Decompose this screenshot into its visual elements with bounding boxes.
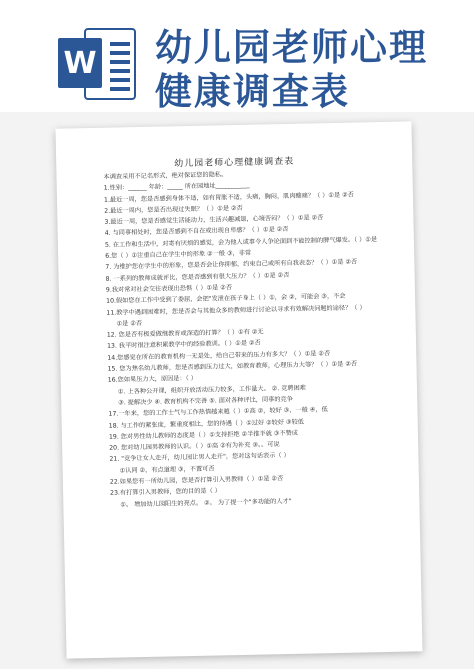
question-15: 15. 您为焦名幼儿教师，您是否感到压力过大，如教育教师，心理压力大等？（ ）①是 ②否 <box>107 360 358 373</box>
question-12: 12. 您是否有极爱做继教育或深造的打算？（ ）①有 ②无 <box>106 328 264 339</box>
profile-line: 1.性别：______ 年龄：_____ 所在园地址___________ <box>103 182 250 193</box>
question-16: 16.您如果压力大，原因是：（ ） <box>107 375 197 385</box>
question-21: 21. "竞争让女人走开，幼儿园让男人走开"，您对这句话表示（ ） <box>109 452 290 464</box>
question-21-options: ①认同 ②，有点道理 ③，不置可否 <box>119 465 215 475</box>
question-22: 22.如果您有一所幼儿园，您是否打算引入男教师（ ）①是 ②否 <box>109 475 284 486</box>
question-23: 23.有打算引入男教师，您的目的是（ ） <box>110 487 222 498</box>
question-2: 2.最近一周内，您是否出现过失眠？（ ）①是 ②否 <box>104 204 243 215</box>
question-16-options-a: ①. 上各种公开课，组织开放活动压力较多，工作量大。 ②. 竞聘困难 <box>117 384 307 396</box>
banner-title: 幼儿园老师心理健康调查表 <box>155 26 428 113</box>
question-19: 19. 您对男性幼儿教师的态度是（ ）①支持拒绝 ②半推半就 ③不赞成 <box>108 429 299 441</box>
question-4: 4. 与同事相处时，您是否感到不自在或出现自卑感？（ ）①是 ②否 <box>104 226 289 238</box>
word-badge: W <box>58 38 102 88</box>
banner <box>0 0 474 112</box>
question-5: 5. 在工作和生活中，对寄有厌烦的感觉，会为他人或事令人争论面到不能控制的脾气爆发。（ ）①是 <box>104 235 378 249</box>
question-13: 13. 我平时很注意积累教学中的经验教训。（ ）①是 ②否 <box>106 339 261 351</box>
question-11-options: ①是 ②否 <box>116 319 143 328</box>
question-14: 14.您感觉在所在的教育机构一无是处，给自己带来的压力有多大？（ ）①是 ②否 <box>107 349 331 362</box>
question-3: 3.最近一周，您是否感觉生活能动力，生活兴趣减退，心境苦闷？（ ）①是 ②否 <box>104 214 324 226</box>
question-7: 7. 为维护您在学生中的形象，您是否会让你抑郁，约束自己或所有自我表态？（ ）①是 ②否 <box>105 258 358 272</box>
question-10: 10.假如您在工作中受到了委屈，会把"发泄在孩子身上（ ）①，会 ②，可能会 ③，不会 <box>106 293 346 306</box>
question-6: 6.您（ ）①注重自己在学生中的形象 ②一般 ③，非常 <box>105 249 252 260</box>
question-9: 9.我对常对社会交往表现出恐惧（ ）①是 ②否 <box>105 284 233 294</box>
document-title: 幼儿园老师心理健康调查表 <box>174 156 295 170</box>
question-11: 11.教学中遇到困难时，您是否会与其他众多的教师进行讨论以寻求有效解决问题的途径？（ ） <box>106 303 366 317</box>
document-page <box>55 121 422 658</box>
word-document-icon <box>58 28 136 100</box>
question-20: 20. 您对幼儿园男教师的认识。（ ）①高 ②有为补充 ③。。可说 <box>109 441 280 452</box>
question-18: 18. 与工作的紧张度，繁重度相比，您的待遇（ ）①过好 ②较好 ③较低 <box>108 418 304 430</box>
document-body <box>103 168 408 509</box>
question-1: 1.最近一周，您是否感到身体不适，如有胃胀不适，头痛，胸闷，肌肉酸痛？（ ）①是 ②否 <box>103 191 354 204</box>
question-8: 8. 一系列的教师成就评比，您是否感到有很大压力？（ ）①是 ②否 <box>105 271 290 283</box>
intro-line: 本调查采用不记名形式，绝对保证您的隐私。 <box>103 171 228 181</box>
question-16-options-b: ③. 提解决少 ④. 教育机构不完善 ⑤. 面对各种评比，同事的竞争 <box>118 395 293 407</box>
question-17: 17.一年来，您的工作士气与工作热情越来越（ ）①高 ②，较好 ③，一般 ④，低 <box>108 406 328 418</box>
question-23-options: ①。 增加幼儿园阳生的亮点。 ②。 为了提一个"多功能的人才" <box>120 497 292 509</box>
